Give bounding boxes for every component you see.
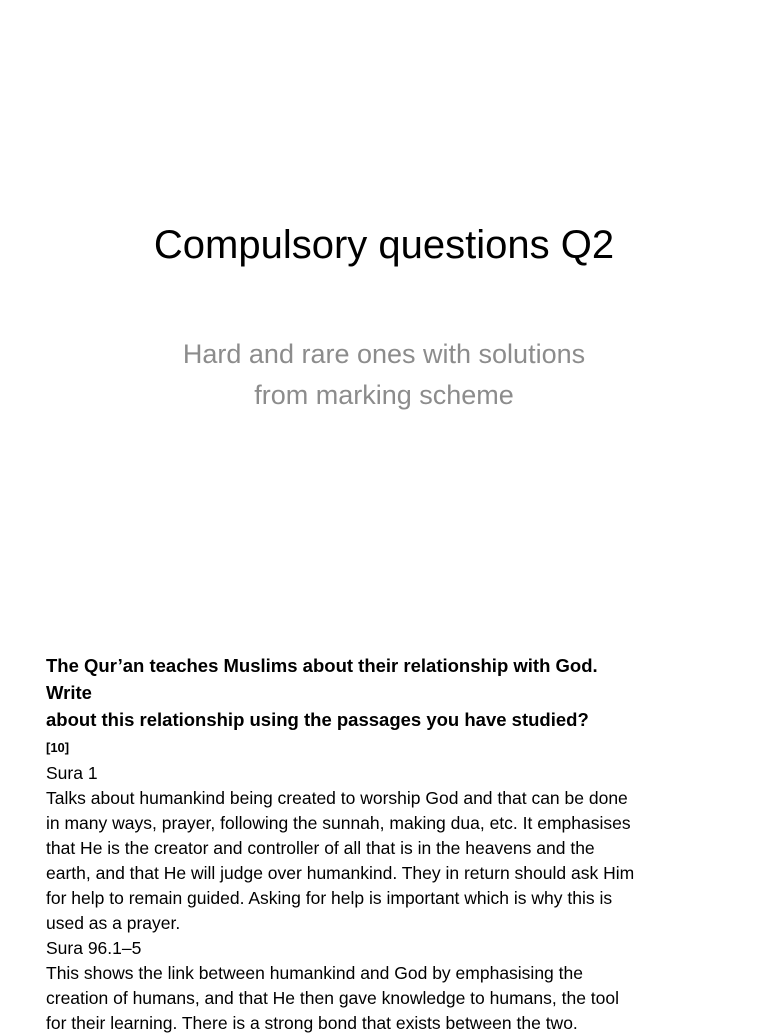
answer-line: used as a prayer. bbox=[46, 913, 181, 933]
answer-line: for help to remain guided. Asking for help is important which is why this is bbox=[46, 888, 613, 908]
answer-line: Sura 1 bbox=[46, 763, 98, 783]
slide-subtitle bbox=[0, 334, 768, 416]
question-slide bbox=[46, 652, 746, 1036]
marks-label: [10] bbox=[46, 740, 70, 755]
subtitle-line: from marking scheme bbox=[254, 380, 514, 410]
answer-line: Talks about humankind being created to worship God and that can be done bbox=[46, 788, 628, 808]
question-line: The Qur’an teaches Muslims about their relationship with God. bbox=[46, 655, 598, 676]
answer-text bbox=[46, 761, 746, 1036]
answer-line: creation of humans, and that He then gave knowledge to humans, the tool bbox=[46, 988, 620, 1008]
answer-line: in many ways, prayer, following the sunnah, making dua, etc. It emphasises bbox=[46, 813, 631, 833]
question-line: Write bbox=[46, 682, 92, 703]
slide-title: Compulsory questions Q2 bbox=[153, 223, 615, 267]
answer-line: This shows the link between humankind and God by emphasising the bbox=[46, 963, 583, 983]
answer-line: earth, and that He will judge over humankind. They in return should ask Him bbox=[46, 863, 635, 883]
answer-line: that He is the creator and controller of all that is in the heavens and the bbox=[46, 838, 595, 858]
question-line: about this relationship using the passages you have studied? bbox=[46, 709, 589, 730]
answer-line: for their learning. There is a strong bond that exists between the two. bbox=[46, 1013, 578, 1033]
question-text bbox=[46, 652, 746, 733]
subtitle-line: Hard and rare ones with solutions bbox=[182, 339, 586, 369]
answer-line: Sura 96.1–5 bbox=[46, 938, 142, 958]
